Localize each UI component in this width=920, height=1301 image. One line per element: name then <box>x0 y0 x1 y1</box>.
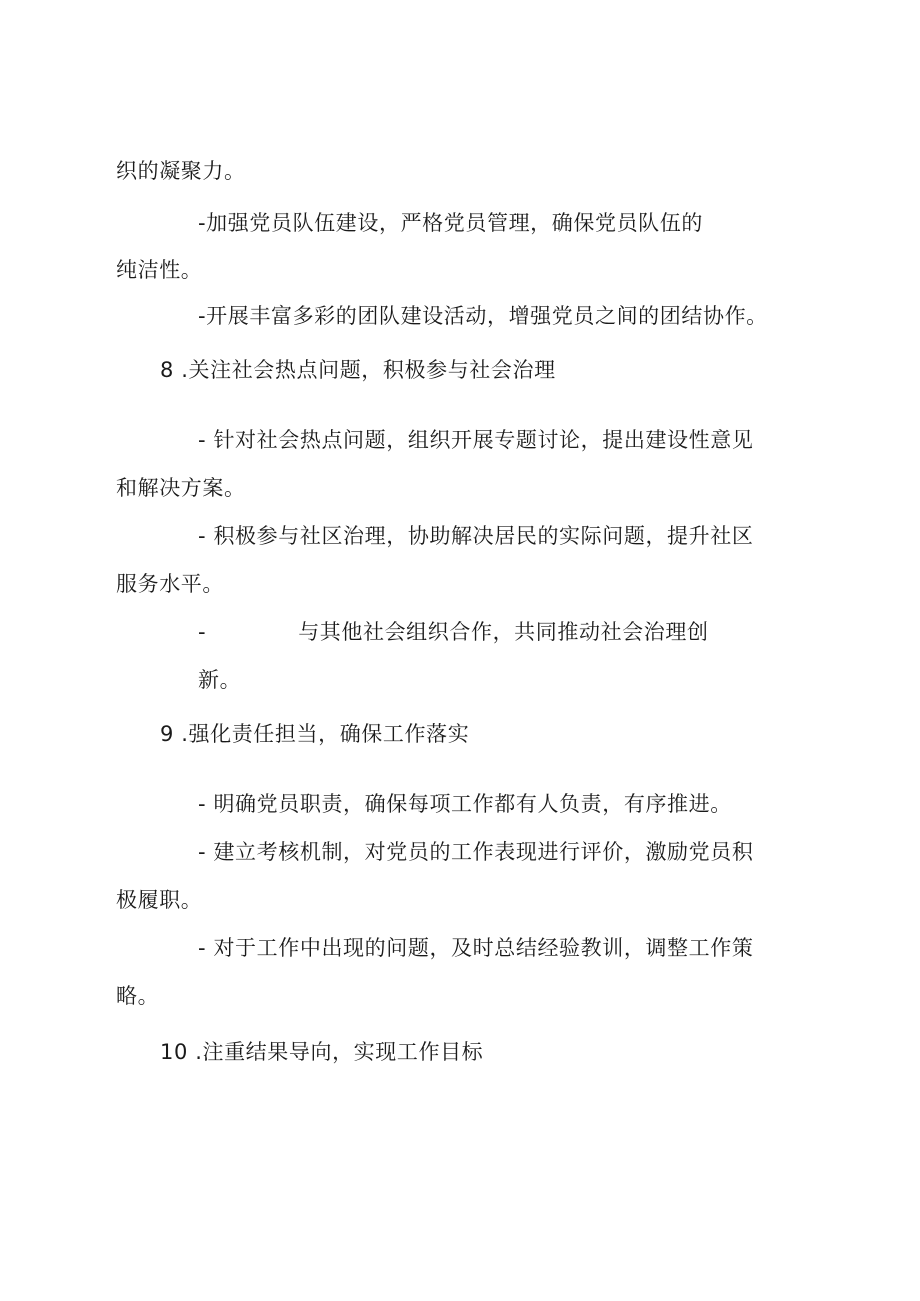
section-heading: 8 .关注社会热点问题，积极参与社会治理 <box>160 358 556 382</box>
dash-marker: - <box>198 620 207 644</box>
paragraph-line: 和解决方案。 <box>116 476 246 500</box>
paragraph-line <box>198 617 709 647</box>
paragraph-line: 服务水平。 <box>116 572 224 596</box>
paragraph-line: - 积极参与社区治理，协助解决居民的实际问题，提升社区 <box>198 524 754 548</box>
paragraph-line: -开展丰富多彩的团队建设活动，增强党员之间的团结协作。 <box>198 304 768 328</box>
section-heading: 10 .注重结果导向，实现工作目标 <box>160 1040 484 1064</box>
line-text: 与其他社会组织合作，共同推动社会治理创 <box>298 620 709 644</box>
section-heading: 9 .强化责任担当，确保工作落实 <box>160 722 470 746</box>
paragraph-line: 纯洁性。 <box>116 258 203 282</box>
paragraph-line: - 对于工作中出现的问题，及时总结经验教训，调整工作策 <box>198 936 754 960</box>
paragraph-line: - 针对社会热点问题，组织开展专题讨论，提出建设性意见 <box>198 428 754 452</box>
paragraph-line: 略。 <box>116 984 160 1008</box>
paragraph-line: 新。 <box>198 668 242 692</box>
paragraph-line: -加强党员队伍建设，严格党员管理，确保党员队伍的 <box>198 211 703 235</box>
paragraph-line: - 明确党员职责，确保每项工作都有人负责，有序推进。 <box>198 792 732 816</box>
paragraph-line: 极履职。 <box>116 888 203 912</box>
paragraph-line: 织的凝聚力。 <box>116 159 246 183</box>
paragraph-line: - 建立考核机制，对党员的工作表现进行评价，激励党员积 <box>198 840 754 864</box>
